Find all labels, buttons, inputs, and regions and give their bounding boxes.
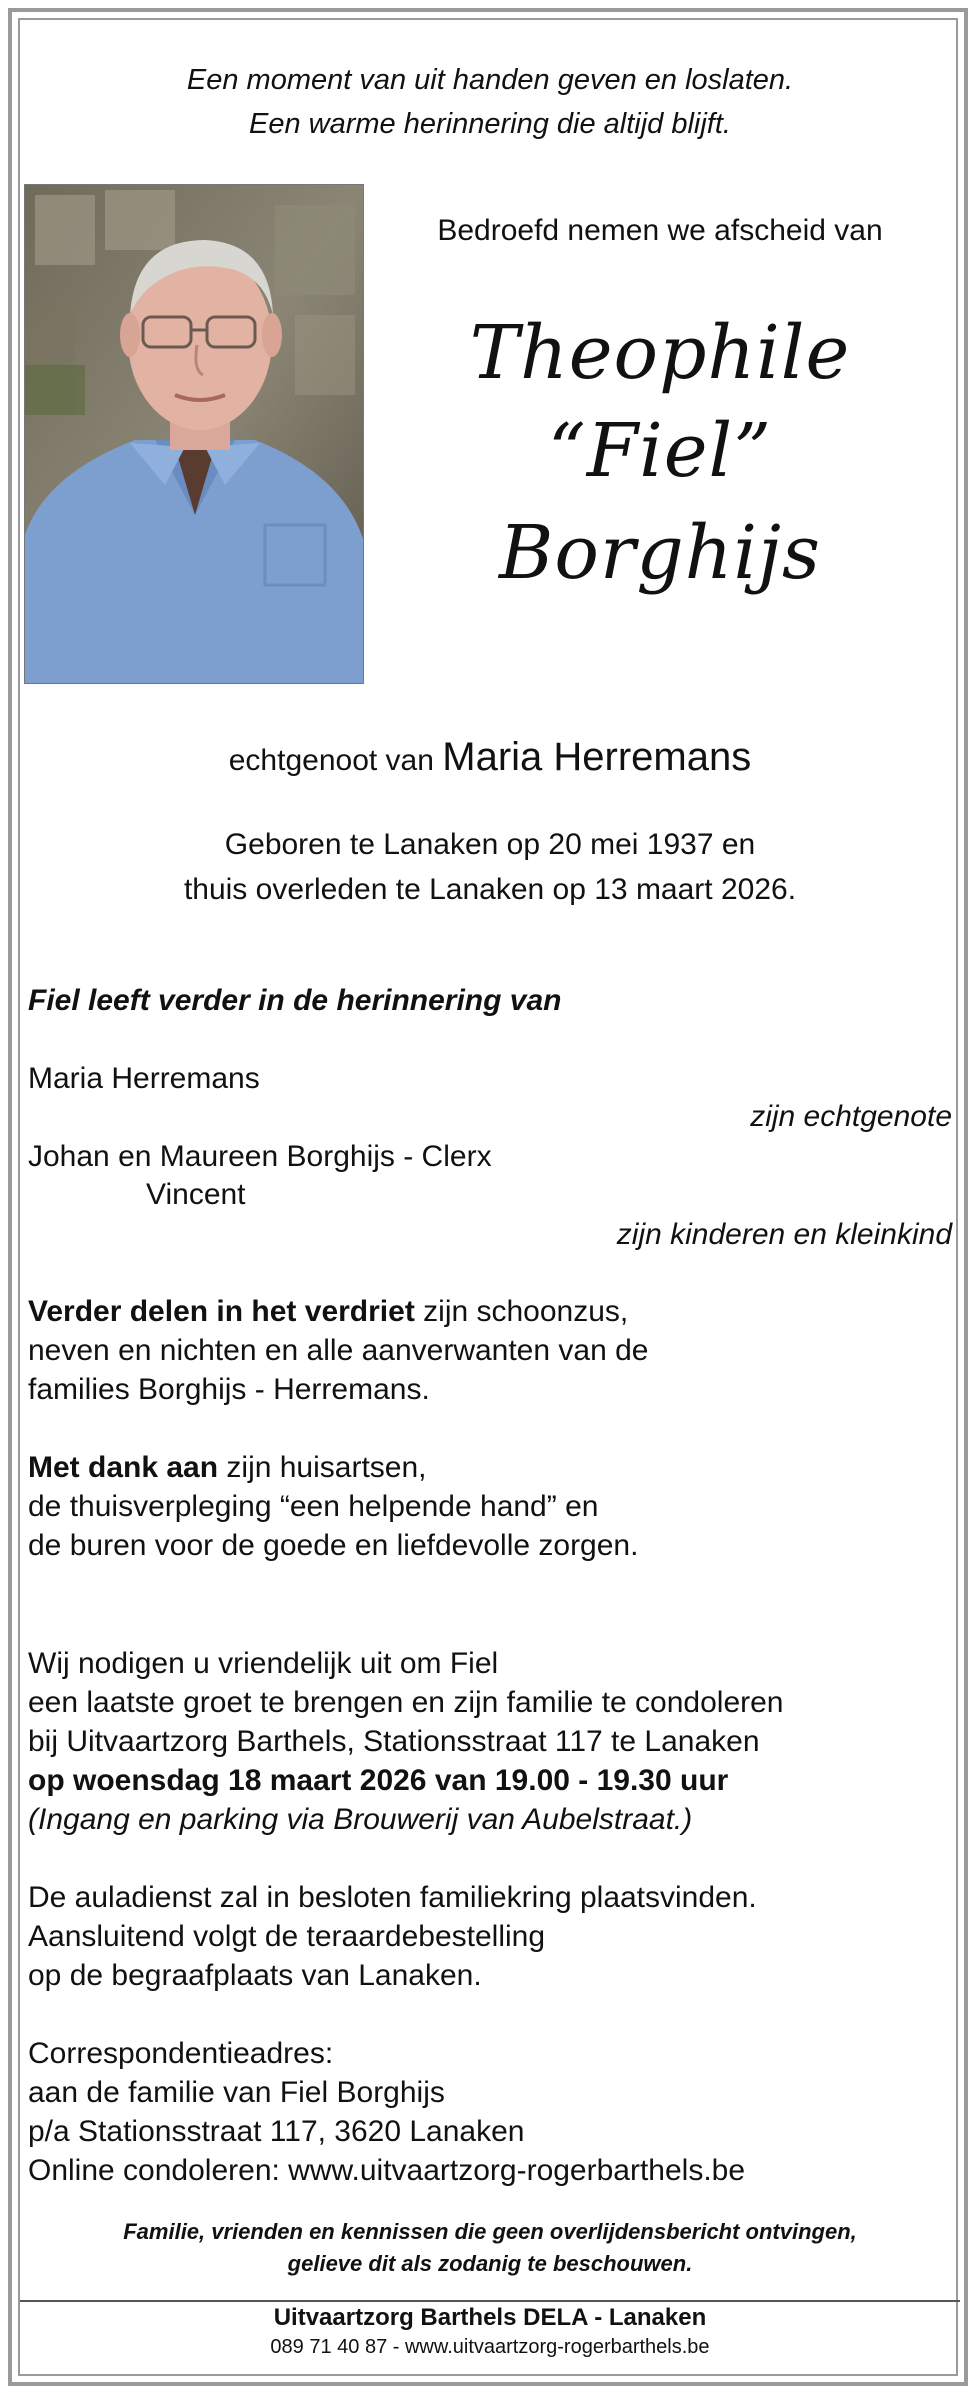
- birth-line: Geboren te Lanaken op 20 mei 1937 en: [224, 828, 756, 861]
- service-paragraph: [28, 1878, 757, 1995]
- footer-divider: [20, 2300, 960, 2302]
- family-heading: Fiel leeft verder in de herinnering van: [28, 984, 562, 1017]
- intro-text: Bedroefd nemen we afscheid van: [437, 214, 883, 247]
- opening-quote: [30, 58, 950, 146]
- correspondence-paragraph: [28, 2034, 745, 2190]
- spouse-line: [30, 735, 950, 780]
- quote-line-2: Een warme herinnering die altijd blijft.: [249, 108, 731, 140]
- portrait-photo: [24, 184, 364, 684]
- footer-note-line-1: Familie, vrienden en kennissen die geen overlijdensbericht ontvingen,: [123, 2219, 857, 2244]
- portrait-illustration: [25, 185, 364, 684]
- mourning-rest: zijn schoonzus,: [414, 1295, 629, 1328]
- footer-note: [30, 2216, 950, 2280]
- service-line-2: Aansluitend volgt de teraardebestelling: [28, 1920, 546, 1953]
- mourning-paragraph: [28, 1292, 648, 1409]
- correspondence-line-2: aan de familie van Fiel Borghijs: [28, 2076, 445, 2109]
- mourning-line-3: families Borghijs - Herremans.: [28, 1373, 430, 1406]
- invitation-date: op woensdag 18 maart 2026 van 19.00 - 19.30 uur: [28, 1764, 729, 1797]
- thanks-line-3: de buren voor de goede en liefdevolle zorgen.: [28, 1529, 639, 1562]
- invitation-line-2: een laatste groet te brengen en zijn familie te condoleren: [28, 1686, 784, 1719]
- death-line: thuis overleden te Lanaken op 13 maart 2026.: [183, 873, 797, 906]
- spouse-prefix: echtgenoot van: [228, 744, 434, 777]
- mourning-line-2: neven en nichten en alle aanverwanten van de: [28, 1334, 649, 1367]
- family-spouse-role: zijn echtgenote: [750, 1100, 952, 1133]
- correspondence-line-3: p/a Stationsstraat 117, 3620 Lanaken: [28, 2115, 525, 2148]
- quote-line-1: Een moment van uit handen geven en loslaten.: [186, 64, 794, 96]
- deceased-first-name: Theophile: [469, 310, 851, 396]
- spouse-name: Maria Herremans: [442, 735, 752, 779]
- mourning-bold: Verder delen in het verdriet: [28, 1295, 415, 1328]
- family-grandchild: Vincent: [146, 1178, 246, 1211]
- service-line-3: op de begraafplaats van Lanaken.: [28, 1959, 482, 1992]
- thanks-bold: Met dank aan: [28, 1451, 219, 1484]
- deceased-last-name: Borghijs: [499, 510, 821, 596]
- correspondence-website: Online condoleren: www.uitvaartzorg-rogerbarthels.be: [28, 2154, 746, 2187]
- thanks-line-2: de thuisverpleging “een helpende hand” en: [28, 1490, 599, 1523]
- deceased-nickname: “Fiel”: [547, 408, 773, 494]
- footer-note-line-2: gelieve dit als zodanig te beschouwen.: [287, 2251, 693, 2276]
- correspondence-line-1: Correspondentieadres:: [28, 2037, 334, 2070]
- thanks-paragraph: [28, 1448, 638, 1565]
- invitation-parking: (Ingang en parking via Brouwerij van Aubelstraat.): [28, 1803, 693, 1836]
- family-children-role: zijn kinderen en kleinkind: [616, 1218, 952, 1251]
- invitation-paragraph: [28, 1644, 784, 1839]
- invitation-line-3: bij Uitvaartzorg Barthels, Stationsstraat 117 te Lanaken: [28, 1725, 760, 1758]
- funeral-home-name: Uitvaartzorg Barthels DELA - Lanaken: [273, 2304, 707, 2331]
- thanks-rest: zijn huisartsen,: [218, 1451, 427, 1484]
- service-line-1: De auladienst zal in besloten familiekring plaatsvinden.: [28, 1881, 757, 1914]
- family-children: Johan en Maureen Borghijs - Clerx: [28, 1140, 492, 1173]
- family-spouse-name: Maria Herremans: [28, 1062, 260, 1095]
- birth-death-info: [30, 822, 950, 912]
- funeral-home-contact: 089 71 40 87 - www.uitvaartzorg-rogerbarthels.be: [270, 2336, 710, 2358]
- invitation-line-1: Wij nodigen u vriendelijk uit om Fiel: [28, 1647, 499, 1680]
